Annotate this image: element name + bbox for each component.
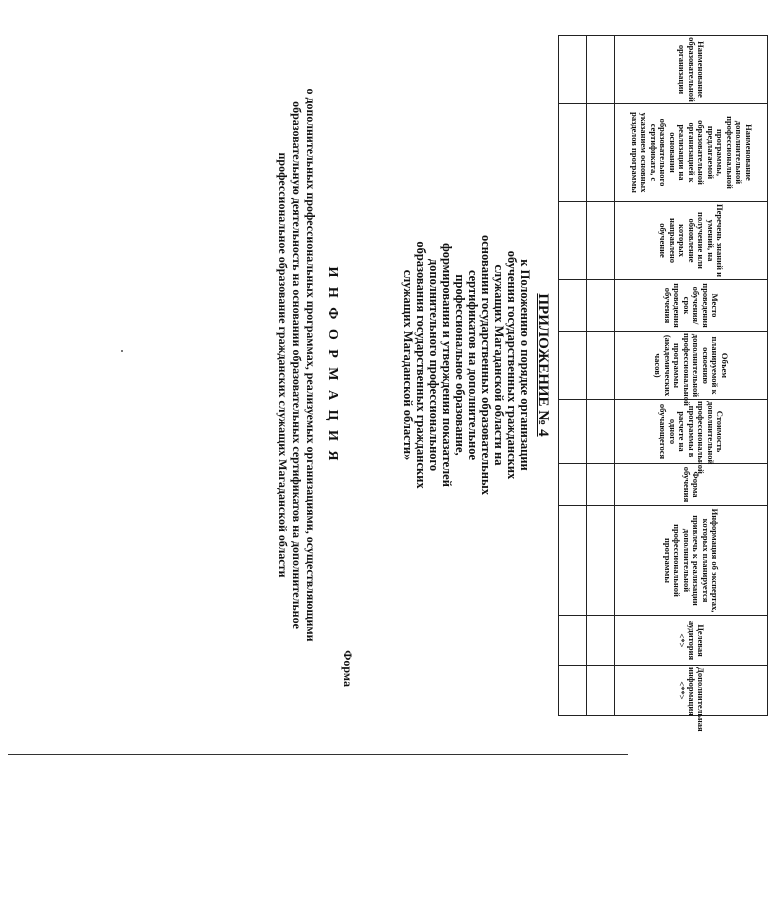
table-cell bbox=[559, 400, 587, 464]
header-volume-hours: Объем планируемой к освоению дополнительной профессиональной программы (академических часов) bbox=[615, 332, 768, 400]
header-form: Форма обучения bbox=[615, 464, 768, 506]
table-cell bbox=[559, 280, 587, 332]
table-cell bbox=[559, 616, 587, 666]
table-cell bbox=[559, 464, 587, 506]
table-cell bbox=[587, 36, 615, 104]
appendix-line: дополнительного профессионального bbox=[427, 258, 441, 472]
table-row bbox=[559, 36, 587, 716]
table-cell bbox=[559, 36, 587, 104]
appendix-line: образования государственных гражданских bbox=[414, 241, 428, 489]
header-target-audience: Целевая аудитория <*> bbox=[615, 616, 768, 666]
rotated-page-content bbox=[263, 15, 754, 732]
table-cell bbox=[587, 332, 615, 400]
table-cell bbox=[587, 202, 615, 280]
scan-speck bbox=[121, 350, 123, 352]
table-cell bbox=[587, 616, 615, 666]
table-cell bbox=[559, 202, 587, 280]
header-additional-info: Дополнительная информация <**> bbox=[615, 666, 768, 716]
header-program-name: Наименование дополнительной профессиональной программы, предлагаемой образовательной организацией к реализации на основании образовательного сертификата, с указанием основных разделов программы bbox=[615, 104, 768, 202]
header-place-term: Место проведения обучения/ срок проведения обучения bbox=[615, 280, 768, 332]
info-subtitle-line: о дополнительных профессиональных программах, реализуемых организациями, осуществляющими bbox=[304, 88, 318, 642]
table-cell bbox=[587, 464, 615, 506]
program-info-table-wrap bbox=[558, 35, 768, 732]
table-cell bbox=[587, 104, 615, 202]
appendix-line: сертификатов на дополнительное bbox=[466, 269, 480, 461]
forma-label: Форма bbox=[341, 650, 355, 687]
appendix-line: основании государственных образовательных bbox=[479, 235, 493, 495]
table-cell bbox=[559, 666, 587, 716]
table-cell bbox=[559, 332, 587, 400]
heading-block bbox=[263, 15, 553, 715]
header-cost: Стоимость дополнительной профессиональной программы в расчете на одного обучающегося bbox=[615, 400, 768, 464]
appendix-line: к Положению о порядке организации bbox=[518, 259, 532, 471]
table-cell bbox=[587, 506, 615, 616]
table-cell bbox=[559, 506, 587, 616]
appendix-line: формирования и утверждения показателей bbox=[440, 243, 454, 487]
header-skills-list: Перечень знаний и умений, на получение или обновление которых направлено обучение bbox=[615, 202, 768, 280]
appendix-line: служащих Магаданской области» bbox=[401, 269, 415, 461]
appendix-title: ПРИЛОЖЕНИЕ № 4 bbox=[535, 293, 551, 437]
table-row bbox=[587, 36, 615, 716]
page-separator-line bbox=[8, 754, 628, 755]
program-info-table bbox=[558, 35, 768, 732]
info-title: И Н Ф О Р М А Ц И Я bbox=[325, 266, 340, 464]
table-cell bbox=[587, 400, 615, 464]
table-cell bbox=[559, 104, 587, 202]
table-cell bbox=[587, 280, 615, 332]
appendix-line: служащих Магаданской области на bbox=[492, 264, 506, 466]
info-subtitle-line: профессиональное образование гражданских служащих Магаданской области bbox=[276, 152, 290, 578]
header-experts: Информация об экспертах, которых планируется привлечь к реализации дополнительной профессиональной программы bbox=[615, 506, 768, 616]
appendix-line: профессиональное образование, bbox=[453, 274, 467, 456]
appendix-line: обучения государственных гражданских bbox=[505, 250, 519, 480]
table-cell bbox=[587, 666, 615, 716]
header-org-name: Наименование образовательной организации bbox=[615, 36, 768, 104]
info-subtitle-line: образовательную деятельность на основании образовательных сертификатов на дополнительное bbox=[290, 101, 304, 629]
